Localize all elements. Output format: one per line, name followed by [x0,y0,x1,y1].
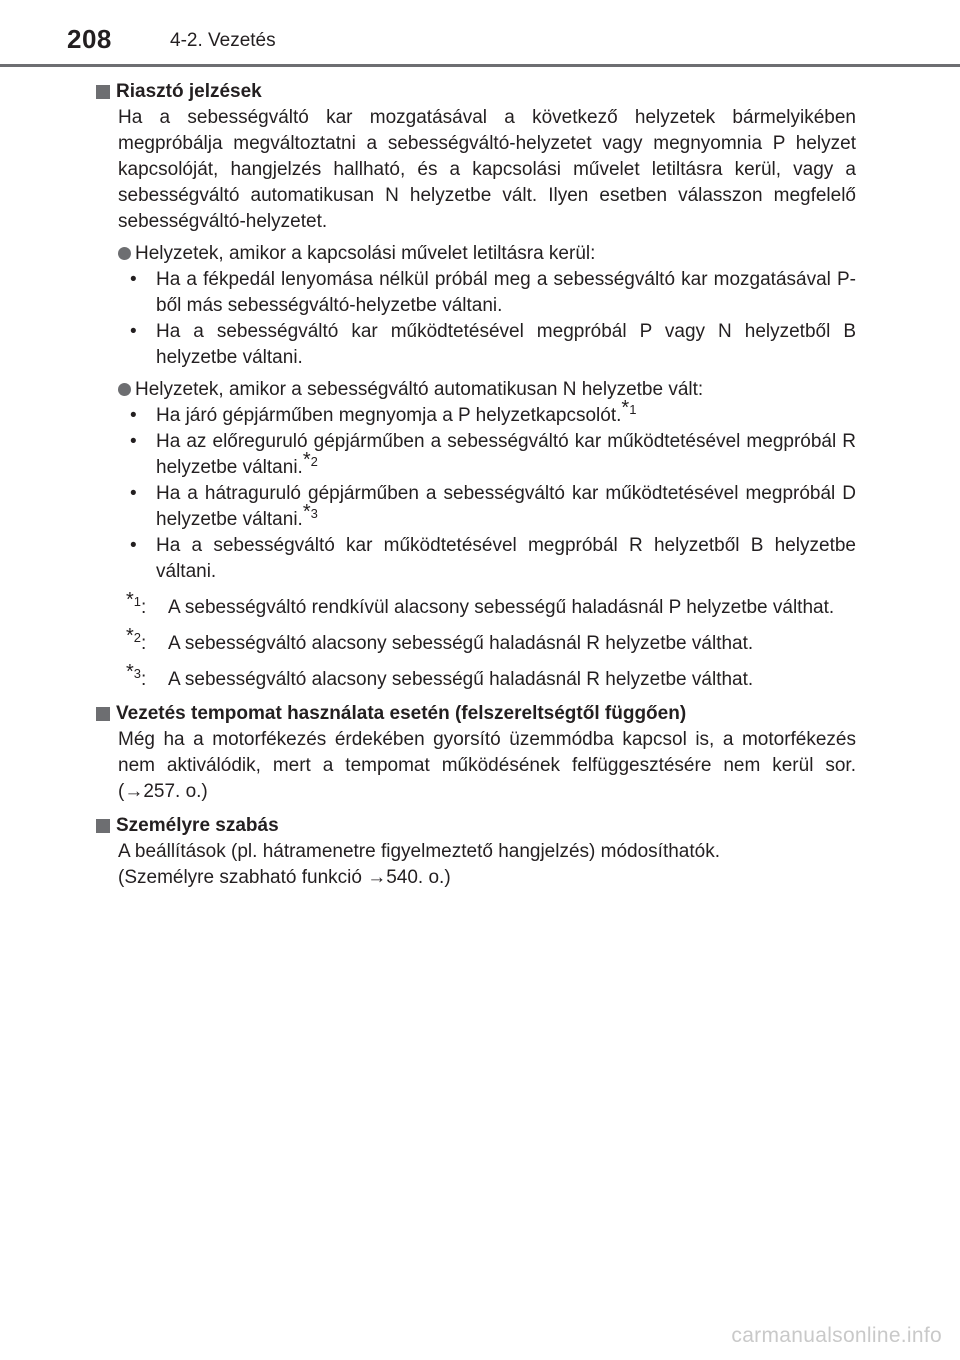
bullet-mark: • [130,321,137,342]
footnote: $^{*1}$: A sebességváltó rendkívül alacsony sebességű haladásnál P helyzetbe válthat. [126,588,835,618]
group1-heading: Helyzetek, amikor a kapcsolási művelet letiltásra kerül: [118,241,856,267]
footnote-ref: *1 [621,396,637,419]
footnote: $^{*2}$: A sebességváltó alacsony sebességű haladásnál R helyzetbe válthat. [126,624,754,654]
list-item: • Ha a sebességváltó kar működtetésével megpróbál P vagy N helyzetből B helyzetbe váltani. [130,319,856,371]
list-item: • Ha az előreguruló gépjárműben a sebességváltó kar működtetésével megpróbál R helyzetbe váltani.$^{*2}$ [130,429,856,481]
list-item: • Ha a fékpedál lenyomása nélkül próbál meg a sebességváltó kar mozgatásával P-ből más sebességváltó-helyzetbe váltani. [130,267,856,319]
watermark: carmanualsonline.info [731,1324,942,1347]
bullet-mark: • [130,405,137,426]
page-content [96,79,856,891]
bullet-mark: • [130,269,137,290]
page-number: 208 [67,24,112,54]
footnote-ref: *3 [302,500,318,523]
circle-bullet-icon [118,247,131,260]
header-divider [0,64,960,67]
footnote-ref: *2 [302,448,318,471]
list-item: • Ha a sebességváltó kar működtetésével megpróbál R helyzetből B helyzetbe váltani. [130,533,856,585]
bullet-mark: • [130,431,137,452]
group2-heading: Helyzetek, amikor a sebességváltó automatikusan N helyzetbe vált: [118,377,856,403]
alarm-body: Ha a sebességváltó kar mozgatásával a következő helyzetek bármelyikében megpróbálja megváltoztatni a sebességváltó-helyzetet vagy megnyomnia P helyzet kapcsolóját, hangjelzés hallható, és a kapcsolási művelet letiltásra kerül, vagy a sebességváltó automatikusan N helyzetbe vált. Ilyen esetben válasszon megfelelő sebességváltó-helyzetet. [118,107,856,232]
bullet-mark: • [130,483,137,504]
alarm-heading: Riasztó jelzések [96,79,856,105]
section-title: 4-2. Vezetés [170,30,276,51]
list-item: • Ha a hátraguruló gépjárműben a sebességváltó kar működtetésével megpróbál D helyzetbe váltani.$^{*3}$ [130,481,856,533]
cruise-body: Még ha a motorfékezés érdekében gyorsító üzemmódba kapcsol is, a motorfékezés nem aktiválódik, mert a tempomat működésének felfüggesztésére nem kerül sor. (→257. o.) [118,729,856,802]
cruise-heading: Vezetés tempomat használata esetén (felszereltségtől függően) [96,701,856,727]
page-header [0,0,960,70]
square-bullet-icon [96,707,110,721]
bullet-mark: • [130,535,137,556]
custom-line-1: A beállítások (pl. hátramenetre figyelmeztető hangjelzés) módosíthatók. [118,841,720,862]
custom-heading: Személyre szabás [96,813,856,839]
circle-bullet-icon [118,383,131,396]
square-bullet-icon [96,85,110,99]
footnote: $^{*3}$: A sebességváltó alacsony sebességű haladásnál R helyzetbe válthat. [126,660,754,690]
custom-line-2: (Személyre szabható funkció →540. o.) [118,867,451,888]
list-item: • Ha járó gépjárműben megnyomja a P helyzetkapcsolót.$^{*1}$ [130,403,856,429]
square-bullet-icon [96,819,110,833]
